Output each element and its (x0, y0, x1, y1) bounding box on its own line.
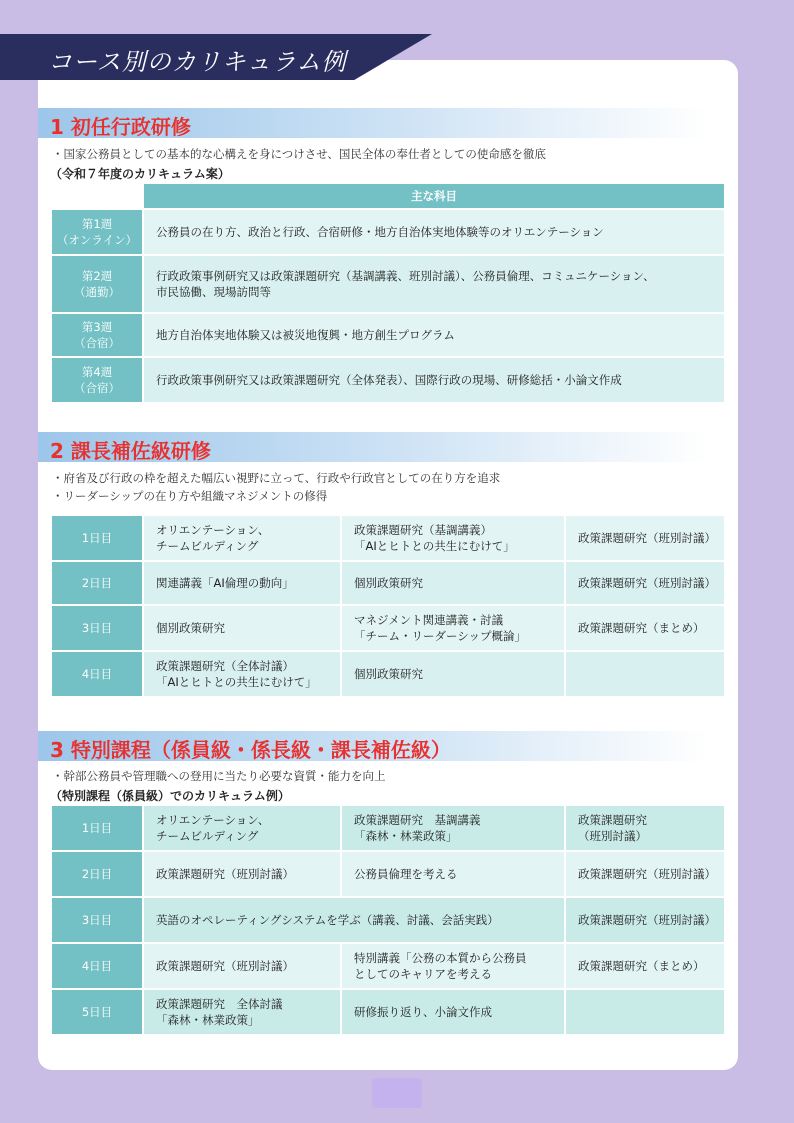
day-cell: 研修振り返り、小論文作成 (342, 990, 564, 1034)
day-cell: 政策課題研究 基調講義 「森林・林業政策」 (342, 806, 564, 850)
day-cell: 特別講義「公務の本質から公務員 としてのキャリアを考える (342, 944, 564, 988)
day-cell: 政策課題研究 （班別討議） (566, 806, 724, 850)
day-cell: 関連講義「AI倫理の動向」 (144, 562, 340, 604)
week-content: 公務員の在り方、政治と行政、合宿研修・地方自治体実地体験等のオリエンテーション (144, 210, 724, 254)
week-label: 第3週 （合宿） (52, 314, 142, 356)
day-cell: 政策課題研究（基調講義） 「AIとヒトとの共生にむけて」 (342, 516, 564, 560)
day-cell: 政策課題研究（班別討議） (566, 562, 724, 604)
day-cell: 個別政策研究 (342, 652, 564, 696)
week-content: 行政政策事例研究又は政策課題研究（全体発表）、国際行政の現場、研修総括・小論文作成 (144, 358, 724, 402)
day-cell: 政策課題研究（班別討議） (144, 852, 340, 896)
section3-subheading: （特別課程（係員級）でのカリキュラム例） (50, 789, 290, 803)
week-content: 地方自治体実地体験又は被災地復興・地方創生プログラム (144, 314, 724, 356)
section3-table (50, 804, 726, 1036)
day-cell: オリエンテーション、 チームビルディング (144, 516, 340, 560)
day-label: 5日目 (52, 990, 142, 1034)
page-title: コース別のカリキュラム例 (48, 48, 347, 76)
week-label: 第2週 （通勤） (52, 256, 142, 312)
section1-subheading: （令和７年度のカリキュラム案） (50, 167, 230, 181)
day-cell: 政策課題研究（まとめ） (566, 944, 724, 988)
page-tab (372, 1078, 422, 1108)
section2-bullet: ・ 府省及び行政の枠を超えた幅広い視野に立って、行政や行政官としての在り方を追求 (52, 470, 500, 486)
day-label: 3日目 (52, 606, 142, 650)
day-label: 4日目 (52, 652, 142, 696)
day-cell (566, 652, 724, 696)
table-corner (52, 184, 142, 208)
day-cell: 政策課題研究（全体討議） 「AIとヒトとの共生にむけて」 (144, 652, 340, 696)
day-cell: 個別政策研究 (144, 606, 340, 650)
day-cell (566, 990, 724, 1034)
day-cell: 政策課題研究（班別討議） (144, 944, 340, 988)
day-label: 2日目 (52, 562, 142, 604)
day-cell: 政策課題研究（班別討議） (566, 852, 724, 896)
day-cell: 政策課題研究 全体討議 「森林・林業政策」 (144, 990, 340, 1034)
day-label: 3日目 (52, 898, 142, 942)
section1-title: 1 初任行政研修 (50, 115, 191, 139)
week-label: 第4週 （合宿） (52, 358, 142, 402)
day-label: 2日目 (52, 852, 142, 896)
day-label: 4日目 (52, 944, 142, 988)
day-cell: 政策課題研究（班別討議） (566, 898, 724, 942)
week-label: 第1週 （オンライン） (52, 210, 142, 254)
section1-bullet: ・ 国家公務員としての基本的な心構えを身につけさせ、国民全体の奉仕者としての使命感を徹底 (52, 146, 546, 162)
day-cell-wide: 英語のオペレーティングシステムを学ぶ（講義、討議、会話実践） (144, 898, 564, 942)
day-cell: 政策課題研究（まとめ） (566, 606, 724, 650)
table-header: 主な科目 (144, 184, 724, 208)
section2-bullet: ・ リーダーシップの在り方や組織マネジメントの修得 (52, 488, 327, 504)
section2-table (50, 514, 726, 698)
day-cell: 公務員倫理を考える (342, 852, 564, 896)
section3-bullet: ・ 幹部公務員や管理職への登用に当たり必要な資質・能力を向上 (52, 768, 386, 784)
day-cell: 個別政策研究 (342, 562, 564, 604)
section3-title: 3 特別課程（係員級・係長級・課長補佐級） (50, 738, 451, 762)
day-cell: 政策課題研究（班別討議） (566, 516, 724, 560)
week-content: 行政政策事例研究又は政策課題研究（基調講義、班別討議）、公務員倫理、コミュニケーション、 市民協働、現場訪問等 (144, 256, 724, 312)
day-label: 1日目 (52, 806, 142, 850)
day-cell: オリエンテーション、 チームビルディング (144, 806, 340, 850)
day-label: 1日目 (52, 516, 142, 560)
section1-table (50, 182, 726, 404)
day-cell: マネジメント関連講義・討議 「チーム・リーダーシップ概論」 (342, 606, 564, 650)
section2-title: 2 課長補佐級研修 (50, 439, 211, 463)
